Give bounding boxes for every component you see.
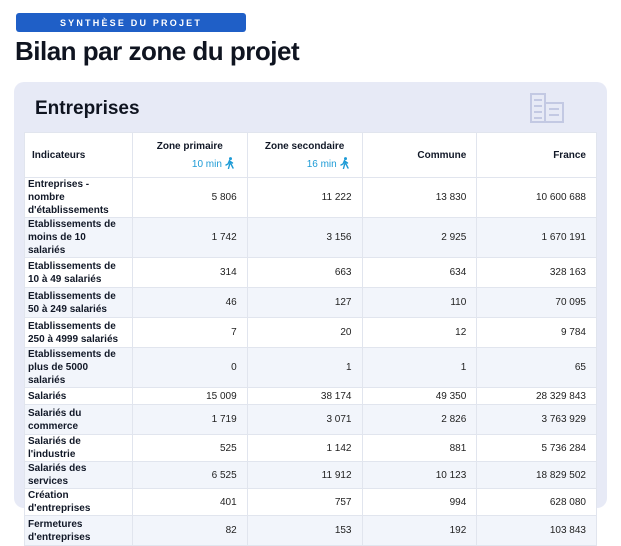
- secondary-value: 3 071: [247, 405, 362, 435]
- table-row: [25, 435, 597, 462]
- secondary-time: 16 min: [306, 159, 337, 170]
- commune-value: 13 830: [362, 178, 477, 218]
- primary-value: 6 525: [132, 462, 247, 489]
- table-row: [25, 405, 597, 435]
- secondary-value: 663: [247, 258, 362, 288]
- secondary-zone-label: Zone secondaire: [264, 141, 345, 152]
- table-row: [25, 348, 597, 388]
- table-header-row: [25, 133, 597, 178]
- primary-value: 7: [132, 318, 247, 348]
- commune-value: 2 826: [362, 405, 477, 435]
- row-label: Etablissements de plus de 5000 salariés: [25, 348, 133, 388]
- secondary-value: 38 174: [247, 388, 362, 405]
- commune-value: 10 123: [362, 462, 477, 489]
- header-commune: Commune: [362, 133, 477, 178]
- secondary-value: 1: [247, 348, 362, 388]
- header-france: France: [477, 133, 597, 178]
- france-value: 18 829 502: [477, 462, 597, 489]
- france-value: 65: [477, 348, 597, 388]
- commune-value: 12: [362, 318, 477, 348]
- row-label: Etablissements de 10 à 49 salariés: [25, 258, 133, 288]
- table-row: [25, 318, 597, 348]
- primary-value: 1 742: [132, 218, 247, 258]
- france-value: 628 080: [477, 489, 597, 516]
- france-value: 70 095: [477, 288, 597, 318]
- commune-value: 49 350: [362, 388, 477, 405]
- france-value: 5 736 284: [477, 435, 597, 462]
- commune-value: 994: [362, 489, 477, 516]
- row-label: Salariés: [25, 388, 133, 405]
- france-value: 10 600 688: [477, 178, 597, 218]
- secondary-value: 153: [247, 516, 362, 546]
- commune-value: 2 925: [362, 218, 477, 258]
- secondary-value: 1 142: [247, 435, 362, 462]
- row-label: Création d'entreprises: [25, 489, 133, 516]
- primary-zone-label: Zone primaire: [156, 141, 223, 152]
- row-label: Etablissements de 50 à 249 salariés: [25, 288, 133, 318]
- table-row: [25, 218, 597, 258]
- row-label: Fermetures d'entreprises: [25, 516, 133, 546]
- france-value: 28 329 843: [477, 388, 597, 405]
- building-icon: [530, 93, 564, 123]
- table-row: [25, 258, 597, 288]
- primary-time: 10 min: [191, 159, 222, 170]
- header-secondary-zone: [247, 133, 362, 178]
- row-label: Salariés du commerce: [25, 405, 133, 435]
- france-value: 103 843: [477, 516, 597, 546]
- indicators-table: [24, 132, 597, 546]
- primary-value: 5 806: [132, 178, 247, 218]
- commune-value: 881: [362, 435, 477, 462]
- table-row: [25, 516, 597, 546]
- france-value: 9 784: [477, 318, 597, 348]
- table-row: [25, 489, 597, 516]
- header-indicators: Indicateurs: [25, 133, 133, 178]
- row-label: Salariés de l'industrie: [25, 435, 133, 462]
- row-label: Etablissements de 250 à 4999 salariés: [25, 318, 133, 348]
- primary-value: 0: [132, 348, 247, 388]
- row-label: Entreprises - nombre d'établissements: [25, 178, 133, 218]
- secondary-value: 3 156: [247, 218, 362, 258]
- card-title: Entreprises: [35, 98, 140, 119]
- primary-value: 15 009: [132, 388, 247, 405]
- table-row: [25, 178, 597, 218]
- primary-value: 401: [132, 489, 247, 516]
- header-primary-zone: [132, 133, 247, 178]
- row-label: Etablissements de moins de 10 salariés: [25, 218, 133, 258]
- table-row: [25, 288, 597, 318]
- primary-value: 314: [132, 258, 247, 288]
- row-label: Salariés des services: [25, 462, 133, 489]
- primary-value: 82: [132, 516, 247, 546]
- table-row: [25, 388, 597, 405]
- secondary-zone-duration: [258, 157, 352, 170]
- commune-value: 1: [362, 348, 477, 388]
- secondary-value: 20: [247, 318, 362, 348]
- walking-icon: [225, 157, 235, 169]
- secondary-value: 757: [247, 489, 362, 516]
- entreprises-card: [14, 82, 607, 543]
- section-badge: SYNTHÈSE DU PROJET: [16, 13, 246, 32]
- secondary-value: 127: [247, 288, 362, 318]
- primary-value: 525: [132, 435, 247, 462]
- commune-value: 192: [362, 516, 477, 546]
- primary-value: 1 719: [132, 405, 247, 435]
- france-value: 328 163: [477, 258, 597, 288]
- table-row: [25, 462, 597, 489]
- primary-value: 46: [132, 288, 247, 318]
- page-title: Bilan par zone du projet: [15, 36, 300, 66]
- secondary-value: 11 222: [247, 178, 362, 218]
- secondary-value: 11 912: [247, 462, 362, 489]
- primary-zone-duration: [143, 157, 237, 170]
- commune-value: 634: [362, 258, 477, 288]
- france-value: 3 763 929: [477, 405, 597, 435]
- france-value: 1 670 191: [477, 218, 597, 258]
- walking-icon: [340, 157, 350, 169]
- commune-value: 110: [362, 288, 477, 318]
